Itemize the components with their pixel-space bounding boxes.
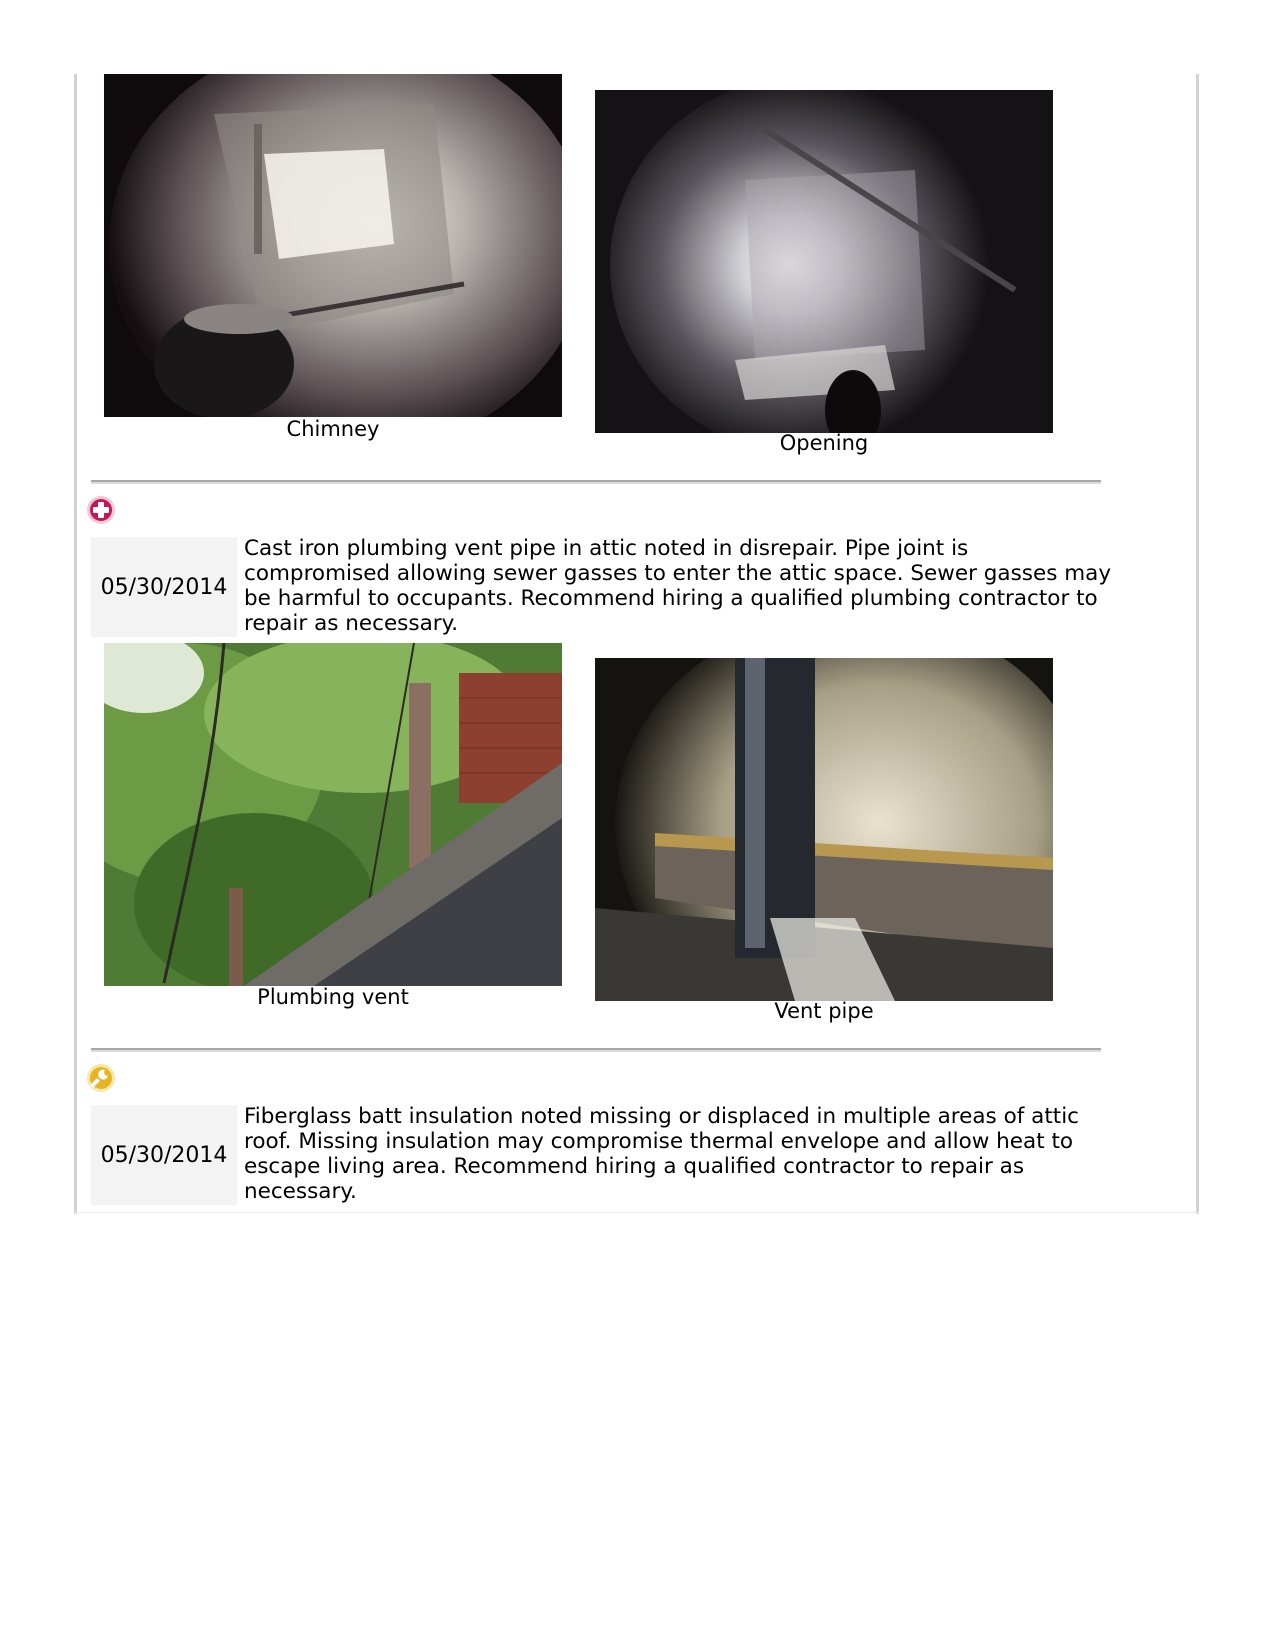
plumbing-vent-caption: Plumbing vent <box>257 985 409 1009</box>
section-divider <box>91 480 1101 484</box>
chimney-photo[interactable] <box>104 74 562 417</box>
plumbing-vent-photo[interactable] <box>104 643 562 986</box>
opening-photo[interactable] <box>595 90 1053 433</box>
opening-caption: Opening <box>779 431 869 455</box>
finding-date: 05/30/2014 <box>91 1105 237 1205</box>
report-frame-right <box>1196 74 1199 1214</box>
finding-date: 05/30/2014 <box>91 537 237 637</box>
vent-pipe-photo[interactable] <box>595 658 1053 1001</box>
section-divider <box>91 1048 1101 1052</box>
safety-cross-icon <box>86 495 116 525</box>
report-frame-left <box>74 74 77 1214</box>
finding-description: Cast iron plumbing vent pipe in attic noted in disrepair. Pipe joint is compromised allowing sewer gasses to enter the attic space. Sewer gasses may be harmful to occupants. Recommend hiring a qualified plumbing contractor to repair as necessary. <box>244 536 1112 636</box>
vent-pipe-caption: Vent pipe <box>774 999 874 1023</box>
report-frame-bottom <box>74 1212 1199 1213</box>
maintenance-wrench-icon <box>86 1063 116 1093</box>
chimney-caption: Chimney <box>286 417 380 441</box>
finding-description: Fiberglass batt insulation noted missing or displaced in multiple areas of attic roof. Missing insulation may compromise thermal envelope and allow heat to escape living area. Recommend hiring a qualified contractor to repair as necessary. <box>244 1104 1079 1204</box>
